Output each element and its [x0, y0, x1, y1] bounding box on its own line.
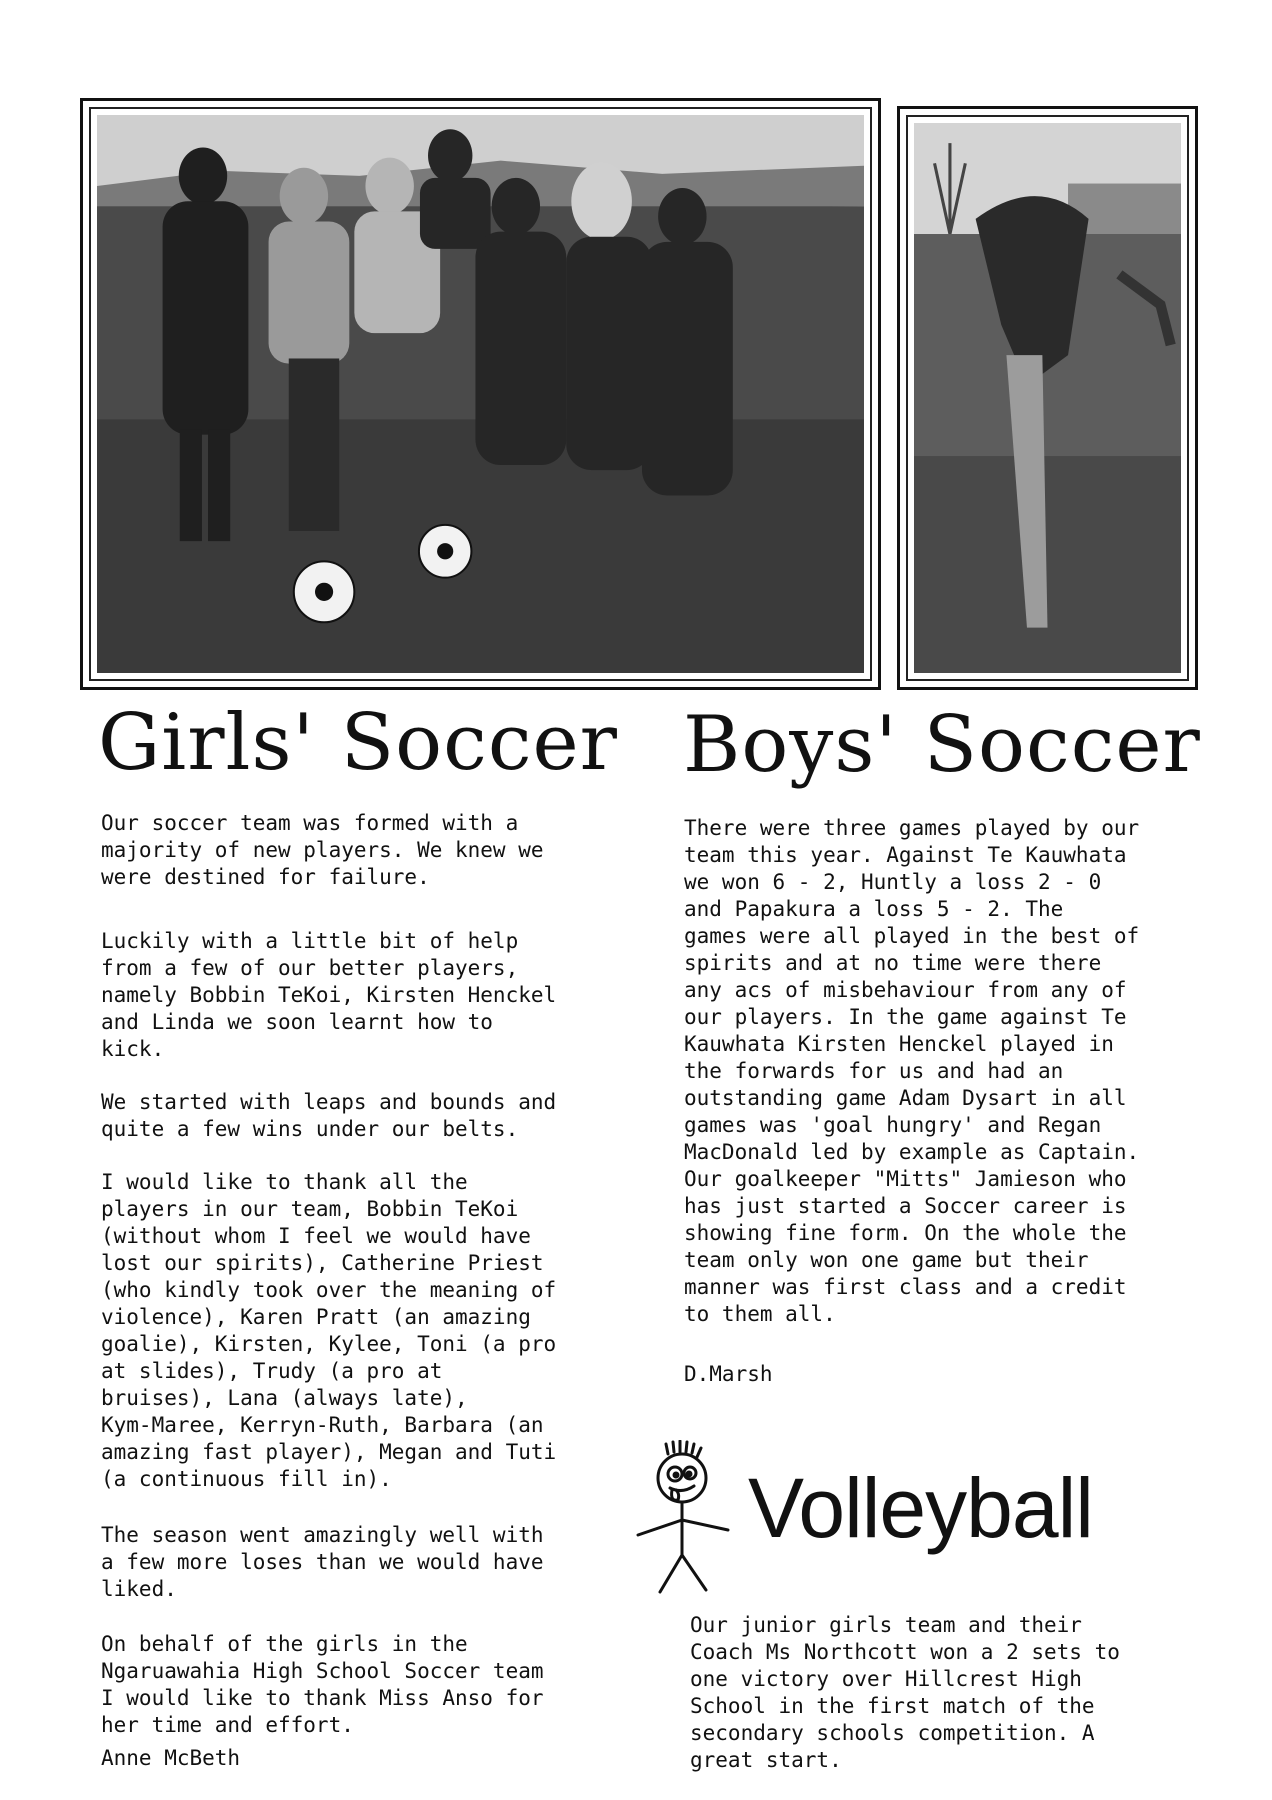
girls-paragraph-3: We started with leaps and bounds and quite a few wins under our belts. — [101, 1090, 557, 1141]
boys-soccer-photo-frame — [897, 106, 1198, 690]
girls-team-photo-frame — [80, 98, 881, 690]
girls-paragraph-1: Our soccer team was formed with a majority of new players. We knew we were destined for failure. — [101, 811, 544, 889]
girls-soccer-heading: Girls' Soccer — [98, 698, 618, 788]
volleyball-paragraph: Our junior girls team and their Coach Ms Northcott won a 2 sets to one victory over Hillcrest High School in the first match of the secondary schools competition. A great start. — [690, 1613, 1120, 1772]
boys-soccer-photo — [914, 123, 1181, 673]
girls-paragraph-6: On behalf of the girls in the Ngaruawahia High School Soccer team I would like to thank Miss Anso for her time and effort. — [101, 1632, 544, 1737]
boys-paragraph: There were three games played by our team this year. Against Te Kauwhata we won 6 - 2, Huntly a loss 2 - 0 and Papakura a loss 5 - 2. The games were all played in the best of spirits and at no time were there any acs of misbehaviour from any of our players. In the game against Te Kauwhata Kirsten Henckel played in the forwards for us and had an outstanding game Adam Dysart in all games was 'goal hungry' and Regan MacDonald led by example as Captain. Our goalkeeper "Mitts" Jamieson who has just started a Soccer career is showing fine form. On the whole the team only won one game but their manner was first class and a credit to them all. — [684, 816, 1140, 1326]
girls-paragraph-5: The season went amazingly well with a few more loses than we would have liked. — [101, 1523, 544, 1601]
stick-figure-illustration — [630, 1440, 740, 1600]
girls-team-photo — [97, 115, 864, 673]
volleyball-heading: Volleyball — [748, 1461, 1093, 1555]
boys-soccer-photo-image — [914, 123, 1181, 673]
boys-signature: D.Marsh — [684, 1362, 773, 1386]
girls-team-photo-image — [97, 115, 864, 673]
boys-soccer-heading: Boys' Soccer — [683, 700, 1201, 790]
girls-paragraph-4: I would like to thank all the players in our team, Bobbin TeKoi (without whom I feel we would have lost our spirits), Catherine Priest (who kindly took over the meaning of violence), Karen Pratt (an amazing goalie), Kirsten, Kylee, Toni (a pro at slides), Trudy (a pro at bruises), Lana (always late), Kym-Maree, Kerryn-Ruth, Barbara (an amazing fast player), Megan and Tuti (a continuous fill in). — [101, 1170, 557, 1491]
girls-signature: Anne McBeth — [101, 1746, 241, 1770]
girls-paragraph-2: Luckily with a little bit of help from a few of our better players, namely Bobbin TeKoi, Kirsten Henckel and Linda we soon learnt how to kick. — [101, 929, 557, 1061]
